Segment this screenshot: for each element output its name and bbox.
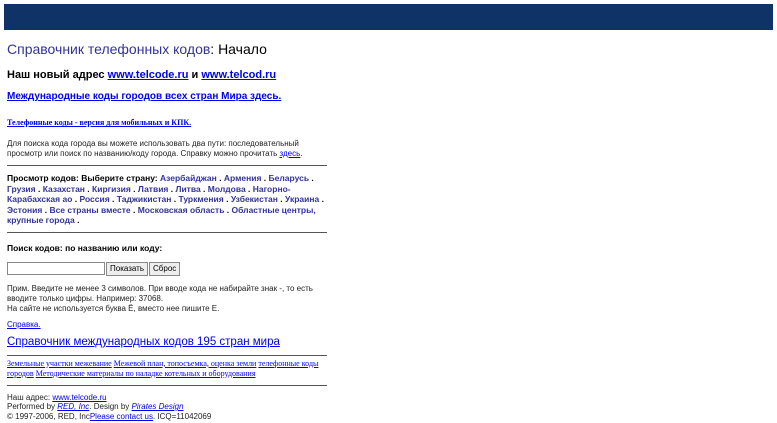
country-separator: . [319, 194, 324, 204]
country-separator: . [72, 194, 80, 204]
ad-links [7, 359, 329, 379]
country-list-label: Просмотр кодов: Выберите страну: [7, 173, 161, 183]
country-separator: . [309, 173, 314, 183]
country-separator: . [109, 194, 117, 204]
spravka-link[interactable]: Справка. [7, 319, 41, 329]
country-link[interactable]: Беларусь [268, 173, 310, 183]
red-inc-link[interactable]: RED, Inc [57, 402, 90, 411]
ad-link-boiler-materials[interactable]: Методические материалы по наладке котельных и оборудования [35, 368, 256, 378]
ad-link-boundary-plan[interactable]: Межевой план, топосъемка, оценка земли [113, 358, 257, 368]
help-text-end: . [300, 149, 303, 158]
contact-us-link[interactable]: Please contact us [89, 411, 153, 421]
country-link[interactable]: Областные центры, крупные города [7, 204, 316, 225]
country-link[interactable]: Все страны вместе [49, 204, 131, 215]
note-line-1: Прим. Введите не менее 3 символов. При вводе кода не набирайте знак -, то есть вводите только цифры. Например: 37068. [7, 283, 313, 303]
main-content [7, 40, 329, 421]
country-separator: . [223, 194, 231, 204]
ad-link-land-survey[interactable]: Земельные участки межевание [7, 358, 112, 368]
help-here-link[interactable]: здесь [279, 149, 301, 158]
divider [7, 232, 327, 233]
new-address [7, 68, 329, 82]
performed-by-label: Performed by [7, 402, 58, 411]
new-address-label: Наш новый адрес [7, 69, 108, 81]
country-separator: . [261, 173, 269, 183]
country-link[interactable]: Литва [175, 183, 201, 194]
page-title-main: Справочник телефонных кодов [7, 41, 211, 57]
reset-button[interactable]: Сброс [149, 262, 180, 276]
telcode-link[interactable]: www.telcode.ru [107, 69, 189, 81]
page-title [7, 40, 329, 58]
country-separator: . [168, 183, 176, 194]
country-link[interactable]: Азербайджан [160, 173, 217, 183]
intl-codes-link[interactable]: Международные коды городов всех стран Мира здесь. [7, 91, 282, 102]
intl195-block [7, 335, 329, 349]
country-link[interactable]: Эстония [7, 204, 43, 215]
footer-address [7, 393, 329, 403]
search-input[interactable] [7, 262, 105, 275]
telcod-link[interactable]: www.telcod.ru [201, 69, 277, 81]
divider [7, 165, 327, 166]
intl-codes-block [7, 91, 329, 103]
help-text [7, 139, 329, 159]
country-link[interactable]: Украина [285, 194, 320, 204]
pirates-design-link[interactable]: Pirates Design [131, 402, 184, 411]
country-link[interactable]: Грузия [7, 183, 36, 194]
country-separator: . [130, 183, 138, 194]
country-link[interactable]: Россия [79, 194, 110, 204]
ad-link-city-codes[interactable]: телефонные коды городов [7, 358, 319, 378]
search-title: Поиск кодов: по названию или коду: [7, 242, 163, 253]
divider [7, 385, 327, 386]
intl195-link[interactable]: Справочник международных кодов 195 стран мира [7, 335, 280, 348]
footer-address-label: Наш адрес: [7, 392, 53, 402]
search-form [7, 262, 329, 276]
spravka-block [7, 320, 329, 330]
search-note [7, 284, 329, 314]
mobile-version-link[interactable]: Телефонные коды - версия для мобильных и КПК. [7, 118, 192, 127]
country-list [7, 173, 329, 226]
country-link[interactable]: Киргизия [92, 183, 131, 194]
country-separator: . [35, 183, 43, 194]
country-link[interactable]: Казахстан [42, 183, 85, 194]
country-separator: . [216, 173, 224, 183]
country-link[interactable]: Молдова [207, 183, 246, 194]
country-separator: . [200, 183, 208, 194]
design-by-label: . Design by [89, 402, 132, 411]
country-separator: . [84, 183, 93, 194]
show-button[interactable]: Показать [106, 262, 148, 276]
copyright-text: © 1997-2006, RED, Inc [7, 411, 90, 421]
country-link[interactable]: Узбекистан [230, 194, 278, 204]
country-separator: . [224, 204, 232, 215]
icq-text: . ICQ=11042069 [152, 411, 212, 421]
footer-copyright [7, 412, 329, 422]
footer-address-link[interactable]: www.telcode.ru [52, 392, 107, 402]
country-link[interactable]: Туркмения [178, 194, 224, 204]
footer [7, 393, 329, 422]
country-separator: . [130, 204, 138, 215]
mobile-block [7, 118, 329, 128]
country-separator: . [171, 194, 179, 204]
country-link[interactable]: Таджикистан [116, 194, 172, 204]
footer-credits [7, 402, 329, 412]
country-link[interactable]: Армения [223, 173, 262, 183]
note-line-2: На сайте не используется буква Ё, вместо нее пишите Е. [7, 303, 220, 313]
country-separator: . [245, 183, 253, 194]
country-link[interactable]: Нагорно-Карабахская ао [7, 183, 291, 204]
page-title-suffix: : Начало [210, 41, 267, 57]
country-separator: . [42, 204, 50, 215]
help-text-body: Для поиска кода города вы можете использовать два пути: последовательный просмотр или поиск по названию/коду города. Справку можно прочитать [7, 139, 299, 158]
country-link[interactable]: Латвия [137, 183, 169, 194]
divider [7, 355, 327, 356]
top-banner-bar [4, 4, 773, 30]
country-separator: . [277, 194, 285, 204]
country-link[interactable]: Московская область [137, 204, 225, 215]
new-address-and: и [188, 69, 202, 81]
country-separator: . [74, 215, 80, 225]
